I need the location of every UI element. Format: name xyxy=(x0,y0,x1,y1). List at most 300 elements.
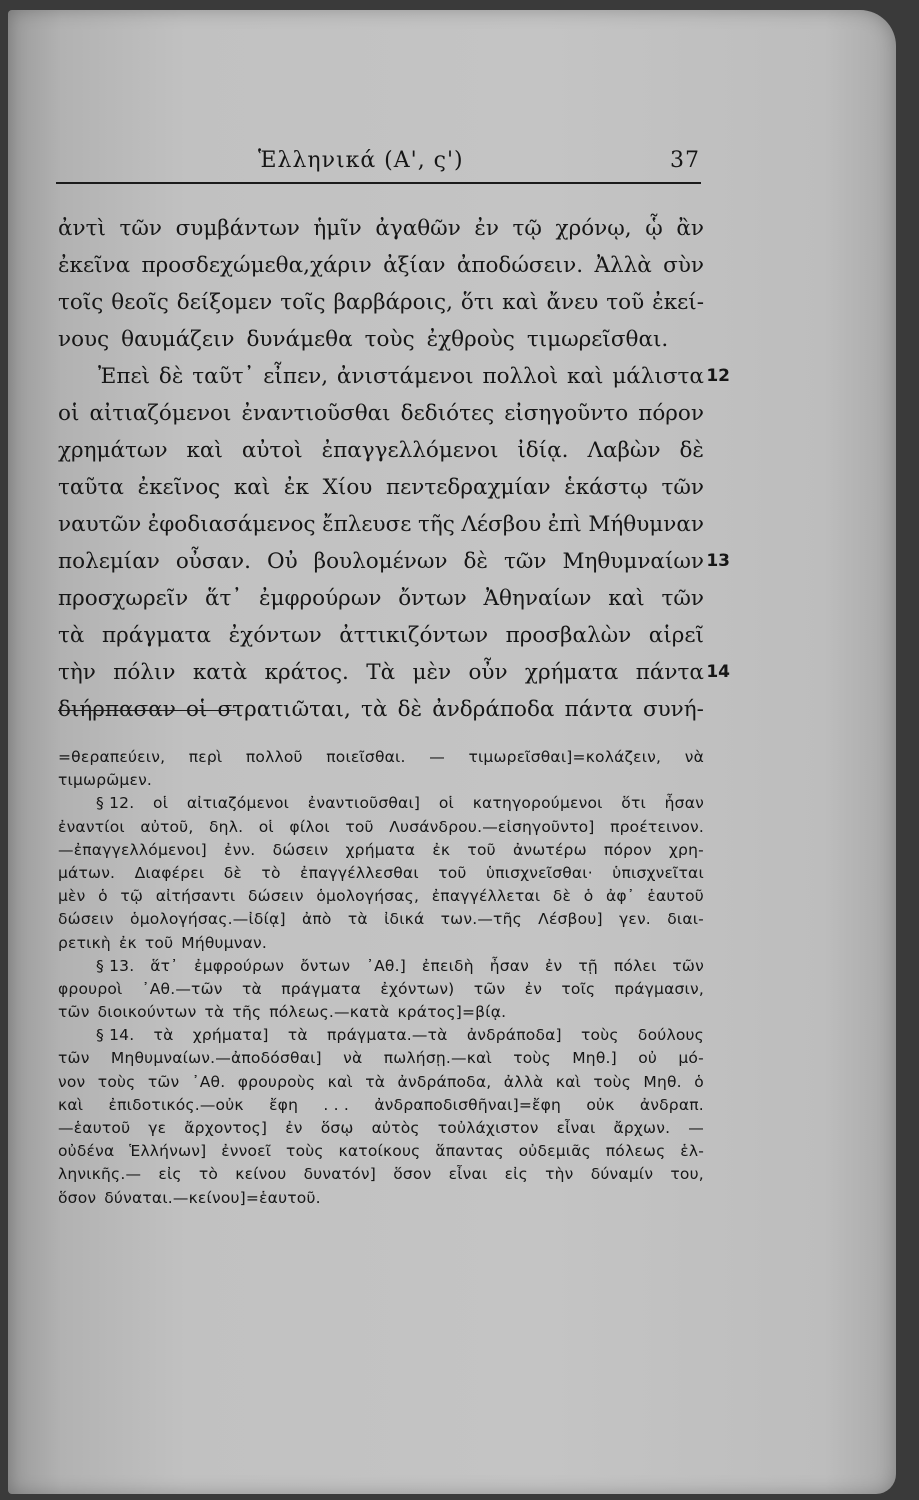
note-line xyxy=(58,1003,704,1026)
note-word: τοὺς xyxy=(593,1072,632,1091)
running-title: Ἑλληνικά (Α', ς') xyxy=(258,148,464,173)
body-word: δεδιότες xyxy=(400,401,495,426)
body-word: μὲν xyxy=(412,660,452,685)
note-word: ὅτι xyxy=(621,794,646,813)
note-word: ἐν xyxy=(285,1119,303,1137)
note-line xyxy=(58,1119,704,1142)
note-word: ἰδικά xyxy=(384,910,425,929)
commentary-notes xyxy=(58,748,704,1212)
body-word: ἐκεί- xyxy=(652,290,704,315)
body-line xyxy=(58,216,704,253)
note-word: εἶναι xyxy=(448,1165,488,1184)
body-word: Λαβὼν xyxy=(587,438,661,463)
note-word: τοῖς xyxy=(561,979,596,998)
note-word: του, xyxy=(670,1165,704,1184)
running-header xyxy=(258,148,700,173)
body-word: εἶπεν, xyxy=(263,364,329,389)
note-word: τὸ xyxy=(261,863,281,882)
note-word: ὁμολογήσας.—ἰδίᾳ] xyxy=(130,910,286,929)
note-word: τοῦ xyxy=(144,933,174,952)
body-word: ναυτῶν xyxy=(58,512,142,537)
note-word: τοῦ xyxy=(345,817,374,836)
note-word: οὐδεμιᾶς xyxy=(518,1142,591,1161)
note-word: αὐτοῦ, xyxy=(140,817,194,836)
note-word: Μηθ.] xyxy=(572,1049,617,1068)
body-word: χρημάτων xyxy=(58,438,168,463)
note-word: ἄρχοντος] xyxy=(184,1119,268,1137)
note-word: —ἐπαγγελλόμενοι] xyxy=(58,840,207,859)
note-word: μό- xyxy=(678,1049,704,1068)
note-word: ἐμφρούρων xyxy=(194,956,285,975)
note-word: τὰ xyxy=(241,979,262,998)
note-word: πολλοῦ xyxy=(245,748,303,766)
body-word: ἀγαθῶν xyxy=(375,216,461,241)
note-word: Ἑλλήνων] xyxy=(129,1142,207,1161)
note-word: ἐπειδὴ xyxy=(421,956,474,975)
body-word: ὄντων xyxy=(398,586,467,611)
note-word: τῶν xyxy=(58,1049,90,1068)
body-word: συνή- xyxy=(642,697,704,722)
body-word: ἐχόντων xyxy=(228,623,322,648)
note-word: ὁ xyxy=(583,887,594,906)
note-word: εἰς xyxy=(504,1165,528,1184)
note-word: ρετικὴ xyxy=(58,933,111,952)
body-word: Μήθυμναν xyxy=(588,512,704,537)
note-word: δούλους xyxy=(637,1026,704,1045)
body-word: θεοῖς xyxy=(111,290,169,315)
note-word: ἐπαγγέλλεται xyxy=(431,887,541,906)
note-word: τῶν xyxy=(58,1003,90,1022)
note-word: ἀνωτέρω xyxy=(512,840,587,859)
note-word: τοὐλάχιστον xyxy=(437,1119,539,1137)
note-word: ὁ xyxy=(98,887,108,906)
note-word: ἐκ xyxy=(432,840,451,859)
note-word: οἱ xyxy=(258,817,274,836)
note-word: οὐκ xyxy=(586,1095,615,1114)
note-word: =θεραπεύειν, xyxy=(58,748,166,766)
note-word: τὰ xyxy=(204,1003,225,1022)
body-word: ἐκεῖνα xyxy=(58,253,131,278)
note-word: τὰ xyxy=(153,1026,174,1045)
body-word: τὰ xyxy=(360,697,388,722)
note-word: καὶ xyxy=(58,1095,84,1114)
note-line xyxy=(58,1026,704,1049)
body-word: τῶν xyxy=(661,586,704,611)
body-word: Μηθυμναίων xyxy=(562,549,704,574)
body-word: καὶ xyxy=(186,438,223,463)
note-line xyxy=(58,980,704,1003)
body-word: κράτος. xyxy=(264,660,349,685)
note-word: τῇ xyxy=(578,956,598,975)
note-line xyxy=(58,771,704,794)
note-line xyxy=(58,887,704,910)
body-word: ἐκεῖνος xyxy=(137,475,221,500)
note-word: § 13. xyxy=(96,956,135,975)
body-word: Ἀθηναίων xyxy=(483,586,592,611)
note-word: ἐκ xyxy=(118,933,137,952)
note-word: των.—τῆς xyxy=(440,910,522,929)
note-word: ᾽Αθ.—τῶν xyxy=(141,979,223,998)
header-rule xyxy=(56,182,701,184)
note-word: οἱ xyxy=(438,794,454,813)
body-word: τοὺς xyxy=(364,327,415,352)
note-word: ἀλλὰ xyxy=(503,1072,544,1091)
body-line xyxy=(58,549,730,586)
note-word: δὲ xyxy=(223,863,242,882)
body-word: ἀνδράποδα xyxy=(432,697,555,722)
body-word: οἱ xyxy=(185,697,208,722)
note-word: ἐννοεῖ xyxy=(221,1142,272,1161)
note-word: ὁ xyxy=(694,1072,704,1091)
note-word: φρουροὺς xyxy=(237,1072,316,1091)
body-word: ἀνιστάμενοι xyxy=(336,364,474,389)
note-word: ἀνδράποδα, xyxy=(397,1072,492,1091)
note-word: τοὺς xyxy=(97,1072,136,1091)
note-word: ὑπισχνεῖσθαι· xyxy=(485,863,593,882)
note-word: χρήματα] xyxy=(192,1026,269,1045)
body-word: ἐφοδιασάμενος xyxy=(147,512,316,537)
body-word: τῷ xyxy=(512,216,542,241)
note-word: ᾽Αθ. xyxy=(191,1072,226,1091)
note-word: τῆς xyxy=(232,1003,262,1022)
body-line xyxy=(58,364,730,401)
note-line xyxy=(58,1049,704,1072)
note-word: δύναται.—κείνου]=ἑαυτοῦ. xyxy=(104,1188,321,1207)
note-word: — xyxy=(429,748,445,766)
body-word: ἀξίαν xyxy=(383,253,446,278)
body-word: ἐμφρούρων xyxy=(258,586,382,611)
body-word: οἱ xyxy=(58,401,80,426)
body-line xyxy=(58,512,704,549)
note-word: καὶ xyxy=(555,1072,581,1091)
body-word: ἀποδώσειν. xyxy=(456,253,584,278)
note-word: ἀφ᾽ xyxy=(606,887,635,906)
note-word: πράγμασιν, xyxy=(614,979,704,998)
note-line xyxy=(58,1165,704,1188)
body-word: χρήματα xyxy=(524,660,619,685)
body-word: δὲ xyxy=(397,697,423,722)
body-word: τὰ xyxy=(58,623,85,648)
note-word: χρη- xyxy=(668,840,704,859)
note-line xyxy=(58,1142,704,1165)
body-word: χρόνῳ, xyxy=(555,216,632,241)
note-line xyxy=(58,1073,704,1096)
body-word: ταῦτ᾽ xyxy=(192,364,255,389)
note-word: § 14. xyxy=(96,1026,135,1045)
body-word: ἐκ xyxy=(283,475,309,500)
note-word: ὑπισχνεῖται xyxy=(612,863,704,882)
note-word: τὰ xyxy=(347,910,368,929)
note-word: χρήματα xyxy=(345,840,416,859)
note-word: ἅπαντας xyxy=(435,1142,504,1161)
body-word: ἐχθροὺς xyxy=(426,327,515,352)
body-line xyxy=(58,290,704,327)
note-word: τοὺς xyxy=(513,1049,551,1068)
body-word: ἀντὶ xyxy=(58,216,106,241)
body-word: προσβαλὼν xyxy=(505,623,632,648)
note-word: προέτεινον. xyxy=(610,817,704,836)
body-word: δείξομεν xyxy=(176,290,273,315)
note-word: ὄντων xyxy=(300,956,351,975)
note-word: δὲ xyxy=(552,887,572,906)
note-word: φίλοι xyxy=(289,817,330,836)
body-word: ἐν xyxy=(474,216,499,241)
note-line xyxy=(58,818,704,841)
body-word: πάντα xyxy=(635,660,704,685)
body-word: πάντα xyxy=(564,697,633,722)
note-word: Μηθ. xyxy=(643,1072,682,1091)
body-line xyxy=(58,253,704,290)
note-word: ἄρχων. xyxy=(613,1119,671,1137)
body-word: ἡμῖν xyxy=(313,216,362,241)
note-line xyxy=(58,864,704,887)
body-word: πολλοὶ xyxy=(482,364,559,389)
body-word: Χίου xyxy=(322,475,373,500)
note-word: κείνου xyxy=(235,1165,287,1184)
note-word: γεν. xyxy=(619,910,651,929)
body-word: πεντεδραχμίαν xyxy=(386,475,551,500)
note-word: ἐν xyxy=(524,979,543,998)
note-word: δηλ. xyxy=(209,817,244,836)
note-word: πόλει xyxy=(613,956,657,975)
note-word: τὰ xyxy=(365,1072,386,1091)
body-word: πόλιν xyxy=(113,660,176,685)
note-word: διοικούντων xyxy=(97,1003,197,1022)
note-word: κράτος]=βίᾳ. xyxy=(397,1003,507,1022)
body-word: οὖσαν. xyxy=(175,549,251,574)
note-line xyxy=(58,1189,704,1212)
body-word: πράγματα xyxy=(102,623,212,648)
note-line xyxy=(58,910,704,933)
note-word: δώσειν xyxy=(247,887,304,906)
body-line xyxy=(58,327,704,364)
note-word: κατοίκους xyxy=(338,1142,421,1161)
body-word: αἱρεῖ xyxy=(648,623,704,648)
note-line xyxy=(58,841,704,864)
body-line xyxy=(58,623,704,660)
body-word: ἐπαγγελλόμενοι xyxy=(321,438,499,463)
page-content xyxy=(8,10,896,1494)
body-word: συμβάντων xyxy=(175,216,300,241)
note-word: οὐ xyxy=(638,1049,658,1068)
note-word: ποιεῖσθαι. xyxy=(326,748,406,766)
note-word: ἑαυτοῦ xyxy=(647,887,704,906)
note-word: τῶν xyxy=(672,956,704,975)
note-word: γε xyxy=(148,1119,167,1137)
body-word: αἰτιαζόμενοι xyxy=(89,401,232,426)
body-word: κατὰ xyxy=(192,660,248,685)
body-word: εἰσηγοῦντο xyxy=(504,401,629,426)
note-word: πόλεως.—κατὰ xyxy=(269,1003,390,1022)
note-word: Μηθυμναίων.—ἀποδόσθαι] xyxy=(110,1049,322,1068)
body-word: πολεμίαν xyxy=(58,549,160,574)
body-word: Τὰ xyxy=(366,660,396,685)
note-word: ἐν xyxy=(544,956,563,975)
note-word: εἶναι xyxy=(556,1119,596,1137)
note-word: § 12. xyxy=(96,794,135,813)
note-line xyxy=(58,957,704,980)
body-word: τὴν xyxy=(58,660,96,685)
note-word: ἔφη xyxy=(269,1095,299,1114)
note-line xyxy=(58,934,704,957)
note-word: αἰτιαζόμενοι xyxy=(186,794,290,813)
footnote-rule xyxy=(58,710,236,711)
note-word: τοὺς xyxy=(581,1026,619,1045)
body-word: τῶν xyxy=(119,216,162,241)
note-word: ἀνδραπ. xyxy=(639,1095,704,1114)
note-word: ὅσον xyxy=(58,1188,97,1207)
note-word: ἐπαγγέλλεσθαι xyxy=(300,863,419,882)
note-word: φρουροὶ xyxy=(58,979,123,998)
note-word: ὅσῳ xyxy=(320,1119,354,1137)
note-word: μὲν xyxy=(58,887,86,906)
note-word: τοῦ xyxy=(438,863,467,882)
body-word: ταῦτα xyxy=(58,475,124,500)
note-word: ἦσαν xyxy=(489,956,530,975)
body-word: αὐτοὶ xyxy=(241,438,303,463)
note-word: τοῦ xyxy=(467,840,496,859)
body-word: τιμωρεῖσθαι. xyxy=(526,327,669,352)
body-line xyxy=(58,660,730,697)
body-word: τοῖς xyxy=(280,290,326,315)
note-word: —ἑαυτοῦ xyxy=(58,1119,131,1137)
note-word: — xyxy=(688,1119,704,1137)
body-line xyxy=(58,475,704,512)
body-word: δὲ xyxy=(679,438,704,463)
note-word: ἀνδράποδα] xyxy=(466,1026,562,1045)
note-word: καὶ xyxy=(327,1072,353,1091)
body-line xyxy=(58,586,704,623)
section-number: 14 xyxy=(706,662,730,682)
body-word: τῶν xyxy=(661,475,704,500)
note-word: τὰ xyxy=(287,1026,308,1045)
note-word: πράγματα xyxy=(281,979,362,998)
note-word: τὴν xyxy=(545,1165,574,1184)
body-word: σὺν xyxy=(663,253,704,278)
note-word: αὐτὸς xyxy=(371,1119,420,1137)
body-word: ὅτι xyxy=(460,290,495,315)
note-word: πράγματα.—τὰ xyxy=(327,1026,448,1045)
body-word: δὲ xyxy=(158,364,184,389)
body-word: ἄνευ xyxy=(546,290,599,315)
body-word: διήρπασαν xyxy=(58,697,176,722)
note-word: ἑλ- xyxy=(680,1142,704,1161)
note-word: αἰτήσαντι xyxy=(155,887,236,906)
note-word: νον xyxy=(58,1072,86,1091)
note-word: ὁμολογήσας, xyxy=(316,887,420,906)
body-word: ἔπλευσε xyxy=(322,512,412,537)
section-number: 12 xyxy=(706,366,730,386)
body-word: πόρον xyxy=(638,401,704,426)
note-word: ληνικῆς.— xyxy=(58,1165,142,1184)
book-page xyxy=(8,10,896,1494)
body-word: βαρβάροις, xyxy=(333,290,453,315)
note-word: οὐδένα xyxy=(58,1142,115,1161)
note-line xyxy=(58,1096,704,1119)
note-word: τοὺς xyxy=(286,1142,324,1161)
body-line xyxy=(58,697,704,734)
note-word: περὶ xyxy=(188,748,223,766)
note-word: τῷ xyxy=(120,887,144,906)
body-word: στρατιῶται, xyxy=(217,697,351,722)
body-word: ἅτ᾽ xyxy=(205,586,243,611)
body-word: ἐπὶ xyxy=(547,512,582,537)
note-word: τιμωρεῖσθαι]=κολάζειν, xyxy=(468,748,662,766)
note-word: Διαφέρει xyxy=(134,863,205,882)
body-word: τῶν xyxy=(503,549,547,574)
note-word: οἱ xyxy=(153,794,169,813)
note-word: μάτων. xyxy=(58,863,116,882)
body-word: καὶ xyxy=(233,475,271,500)
note-line xyxy=(58,794,704,817)
body-word: θαυμάζειν xyxy=(121,327,235,352)
note-word: νὰ xyxy=(343,1049,363,1068)
body-word: προσχωρεῖν xyxy=(58,586,189,611)
note-word: τὸ xyxy=(198,1165,219,1184)
body-word: δὲ xyxy=(463,549,488,574)
note-word: ἦσαν xyxy=(664,794,704,813)
note-word: ὅσον xyxy=(393,1165,432,1184)
body-word: ἰδίᾳ. xyxy=(517,438,569,463)
body-word: βουλομένων xyxy=(313,549,448,574)
note-word: δυνατόν] xyxy=(303,1165,377,1184)
note-word: τῶν xyxy=(473,979,506,998)
note-word: πόρον xyxy=(603,840,652,859)
note-word: τῶν xyxy=(147,1072,180,1091)
body-word: ἂν xyxy=(676,216,704,241)
note-word: νὰ xyxy=(684,748,704,766)
body-word: ἑκάστῳ xyxy=(564,475,648,500)
note-word: κατηγορούμενοι xyxy=(472,794,603,813)
body-word: Οὐ xyxy=(266,549,298,574)
body-word: τοῦ xyxy=(606,290,645,315)
note-word: ἐναντιοῦσθαι] xyxy=(307,794,421,813)
note-word: Μήθυμναν. xyxy=(181,933,268,952)
note-word: ἐχόντων) xyxy=(380,979,455,998)
note-word: ἐνν. xyxy=(224,840,256,859)
body-word: καὶ xyxy=(608,586,645,611)
body-word: Ἀλλὰ xyxy=(594,253,652,278)
main-text xyxy=(58,216,730,734)
note-word: διαι- xyxy=(667,910,704,929)
body-word: δυνάμεθα xyxy=(246,327,353,352)
page-number: 37 xyxy=(670,148,700,173)
note-word: ἀπὸ xyxy=(301,910,332,929)
body-word: ἐναντιοῦσθαι xyxy=(241,401,391,426)
section-number: 13 xyxy=(706,551,730,571)
body-word: ἀττικιζόντων xyxy=(339,623,489,648)
body-line xyxy=(58,401,704,438)
body-word: τῆς xyxy=(417,512,455,537)
note-word: Λυσάνδρου.—εἰσηγοῦντο] xyxy=(389,817,595,836)
note-word: πόλεως xyxy=(605,1142,666,1161)
body-word: προσδεχώμεθα,χάριν xyxy=(141,253,372,278)
note-word: ἅτ᾽ xyxy=(150,956,179,975)
body-word: Ἐπεὶ xyxy=(98,364,151,389)
body-word: νους xyxy=(58,327,110,352)
body-word: ᾧ xyxy=(645,216,663,241)
note-word: . . . xyxy=(323,1095,350,1114)
note-word: ᾽Αθ.] xyxy=(366,956,406,975)
note-word: δώσειν xyxy=(272,840,329,859)
body-word: καὶ xyxy=(502,290,539,315)
body-word: Λέσβου xyxy=(461,512,542,537)
note-word: πωλήσῃ.—καὶ xyxy=(383,1049,492,1068)
note-word: εἰς xyxy=(158,1165,182,1184)
note-word: δώσειν xyxy=(58,910,114,929)
body-line xyxy=(58,438,704,475)
note-word: Λέσβου] xyxy=(538,910,603,929)
